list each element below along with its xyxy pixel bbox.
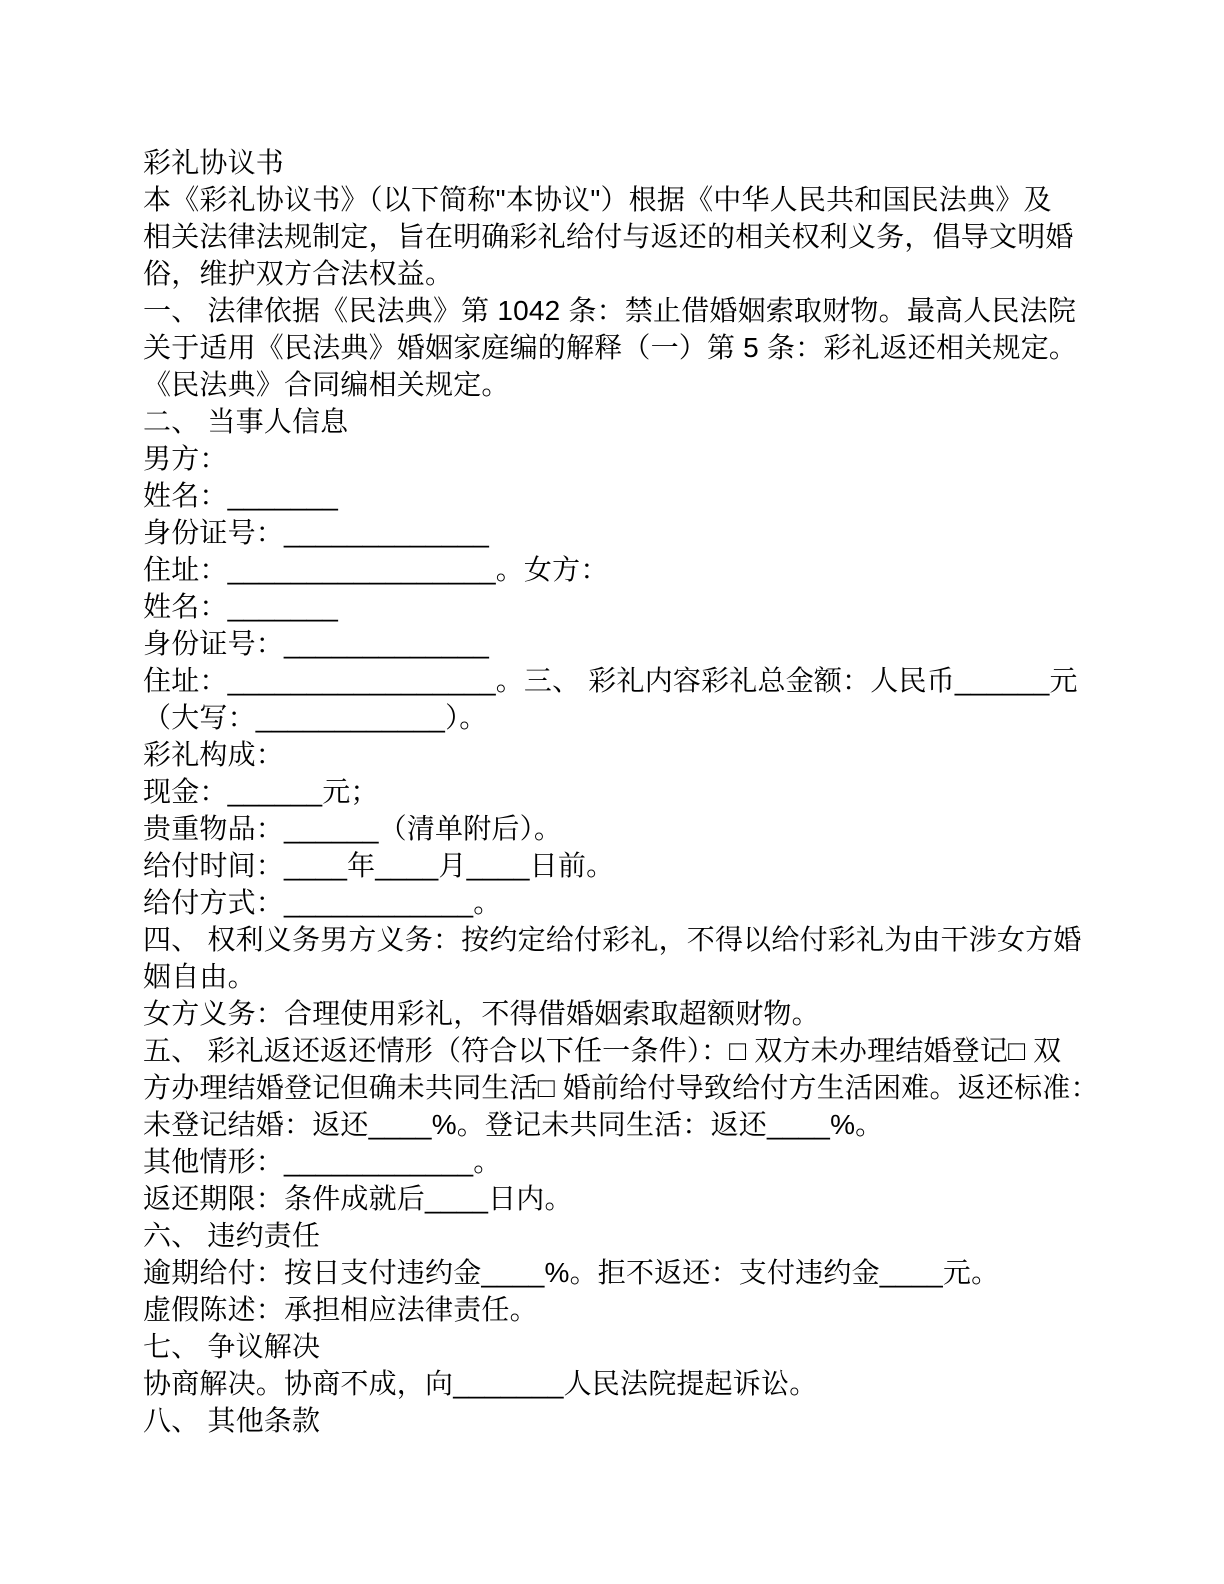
return-deadline-line: 返还期限：条件成就后____日内。 [143, 1183, 573, 1214]
other-situations-field-line: 其他情形：____________。 [143, 1146, 502, 1177]
cash-field-line: 现金：______元； [143, 776, 379, 807]
section-1-legal-basis-line-1: 一、 法律依据《民法典》第 1042 条：禁止借婚姻索取财物。最高人民法院 [143, 295, 1077, 326]
return-standard-line: 未登记结婚：返还____%。登记未共同生活：返还____%。 [143, 1109, 884, 1140]
amount-in-words-field-line: （大写：____________）。 [143, 702, 488, 733]
section-2-parties-heading: 二、 当事人信息 [143, 406, 349, 437]
section-4-obligations-line-2: 姻自由。 [143, 961, 256, 992]
intro-line-1: 本《彩礼协议书》（以下简称"本协议"）根据《中华人民共和国民法典》及 [143, 184, 1052, 215]
section-4-obligations-line-1: 四、 权利义务男方义务：按约定给付彩礼，不得以给付彩礼为由干涉女方婚 [143, 924, 1082, 955]
woman-address-section-3-amount-line: 住址：_________________。三、 彩礼内容彩礼总金额：人民币______元 [143, 665, 1078, 696]
payment-time-field-line: 给付时间：____年____月____日前。 [143, 850, 615, 881]
man-id-field-line: 身份证号：_____________ [143, 517, 490, 548]
man-name-field-line: 姓名：_______ [143, 480, 339, 511]
valuables-field-line: 贵重物品：______（清单附后）。 [143, 813, 563, 844]
dispute-resolution-line: 协商解决。协商不成，向_______人民法院提起诉讼。 [143, 1368, 818, 1399]
man-address-woman-label-line: 住址：_________________。女方： [143, 554, 609, 585]
section-5-return-line-2: 方办理结婚登记但确未共同生活□ 婚前给付导致给付方生活困难。返还标准： [143, 1072, 1099, 1103]
composition-label: 彩礼构成： [143, 739, 285, 770]
section-8-other-heading: 八、 其他条款 [143, 1405, 321, 1436]
document-title: 彩礼协议书 [143, 147, 285, 178]
section-1-legal-basis-line-2: 关于适用《民法典》婚姻家庭编的解释（一）第 5 条：彩礼返还相关规定。 [143, 332, 1078, 363]
woman-id-field-line: 身份证号：_____________ [143, 628, 490, 659]
section-7-dispute-heading: 七、 争议解决 [143, 1331, 321, 1362]
intro-line-2: 相关法律法规制定，旨在明确彩礼给付与返还的相关权利义务，倡导文明婚 [143, 221, 1074, 252]
section-6-breach-heading: 六、 违约责任 [143, 1220, 321, 1251]
breach-false-statement-line: 虚假陈述：承担相应法律责任。 [143, 1294, 538, 1325]
woman-name-field-line: 姓名：_______ [143, 591, 339, 622]
section-5-return-line-1: 五、 彩礼返还返还情形（符合以下任一条件）：□ 双方未办理结婚登记□ 双 [143, 1035, 1062, 1066]
party-man-label: 男方： [143, 443, 228, 474]
document-content [143, 144, 1203, 1439]
breach-overdue-line: 逾期给付：按日支付违约金____%。拒不返还：支付违约金____元。 [143, 1257, 1000, 1288]
woman-obligation-line: 女方义务：合理使用彩礼，不得借婚姻索取超额财物。 [143, 998, 820, 1029]
section-1-legal-basis-line-3: 《民法典》合同编相关规定。 [143, 369, 510, 400]
intro-line-3: 俗，维护双方合法权益。 [143, 258, 454, 289]
payment-method-field-line: 给付方式：____________。 [143, 887, 502, 918]
